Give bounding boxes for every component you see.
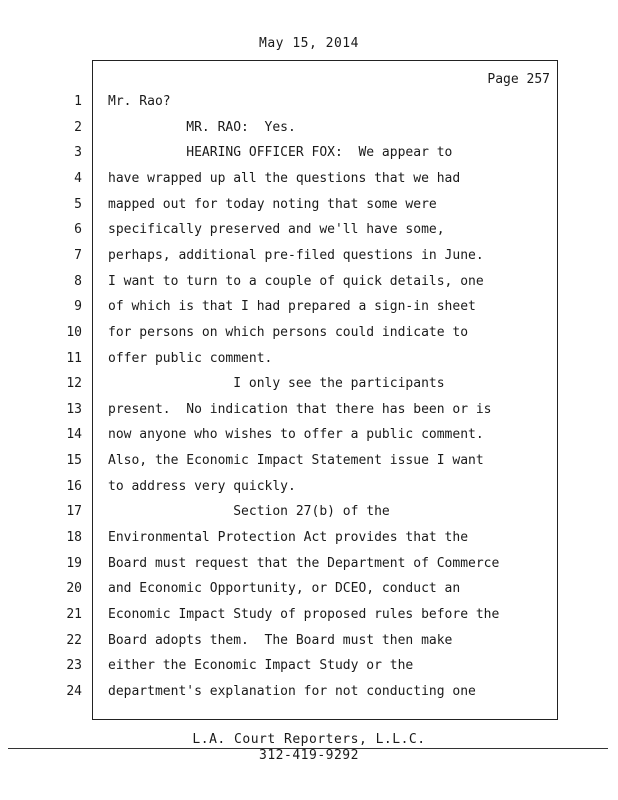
line-number: 14 [66, 427, 82, 442]
line-text: perhaps, additional pre-filed questions in June. [108, 248, 484, 263]
line-text: Board adopts them. The Board must then make [108, 633, 453, 648]
line-number: 20 [66, 581, 82, 596]
line-number: 2 [74, 120, 82, 135]
line-text: offer public comment. [108, 351, 273, 366]
line-text: either the Economic Impact Study or the [108, 658, 414, 673]
line-text: for persons on which persons could indicate to [108, 325, 469, 340]
line-text: I want to turn to a couple of quick details, one [108, 274, 484, 289]
line-text: MR. RAO: Yes. [108, 120, 296, 135]
line-number: 17 [66, 504, 82, 519]
line-number: 16 [66, 479, 82, 494]
line-number: 12 [66, 376, 82, 391]
line-text: and Economic Opportunity, or DCEO, conduct an [108, 581, 461, 596]
line-number: 19 [66, 556, 82, 571]
line-text: now anyone who wishes to offer a public comment. [108, 427, 484, 442]
line-number: 8 [74, 274, 82, 289]
line-text: department's explanation for not conducting one [108, 684, 476, 699]
line-text: Section 27(b) of the [108, 504, 390, 519]
line-number: 15 [66, 453, 82, 468]
line-number: 9 [74, 299, 82, 314]
line-number: 6 [74, 222, 82, 237]
line-text: Board must request that the Department of Commerce [108, 556, 500, 571]
line-number: 18 [66, 530, 82, 545]
header-date: May 15, 2014 [259, 36, 359, 51]
line-text: specifically preserved and we'll have some, [108, 222, 445, 237]
line-number: 3 [74, 145, 82, 160]
line-text: mapped out for today noting that some were [108, 197, 437, 212]
line-text: have wrapped up all the questions that we had [108, 171, 461, 186]
line-number: 22 [66, 633, 82, 648]
line-text: Mr. Rao? [108, 94, 171, 109]
line-number: 13 [66, 402, 82, 417]
line-text: to address very quickly. [108, 479, 296, 494]
footer-phone: 312-419-9292 [259, 748, 359, 763]
line-text: I only see the participants [108, 376, 445, 391]
line-number: 11 [66, 351, 82, 366]
line-number: 24 [66, 684, 82, 699]
line-text: Environmental Protection Act provides that the [108, 530, 469, 545]
line-text: of which is that I had prepared a sign-in sheet [108, 299, 476, 314]
line-text: present. No indication that there has been or is [108, 402, 492, 417]
line-number: 1 [74, 94, 82, 109]
line-text: HEARING OFFICER FOX: We appear to [108, 145, 453, 160]
line-number: 5 [74, 197, 82, 212]
line-number: 10 [66, 325, 82, 340]
line-text: Economic Impact Study of proposed rules before the [108, 607, 500, 622]
footer-company: L.A. Court Reporters, L.L.C. [192, 732, 426, 747]
line-number: 21 [66, 607, 82, 622]
line-number: 7 [74, 248, 82, 263]
line-text: Also, the Economic Impact Statement issue I want [108, 453, 484, 468]
page-number: Page 257 [487, 72, 550, 87]
line-number: 4 [74, 171, 82, 186]
line-number: 23 [66, 658, 82, 673]
